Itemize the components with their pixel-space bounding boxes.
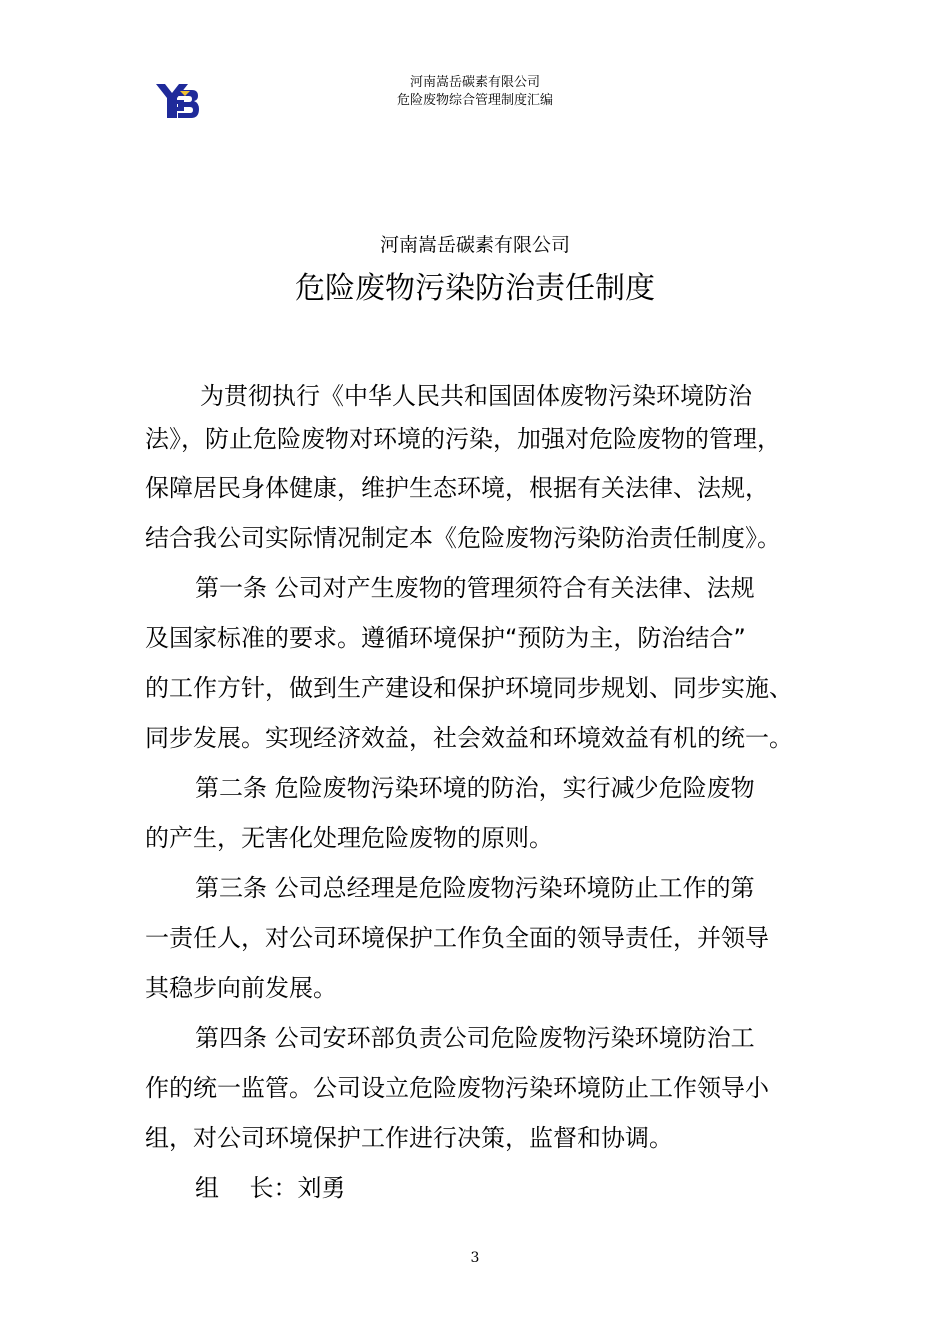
body-line: 的工作方针，做到生产建设和保护环境同步规划、同步实施、 [145,674,793,702]
document-company: 河南嵩岳碳素有限公司 [379,234,570,256]
company-logo-icon [156,84,200,120]
body-line: 其稳步向前发展。 [145,974,337,1002]
document-title: 危险废物污染防治责任制度 [295,271,655,306]
header-company: 河南嵩岳碳素有限公司 [409,75,540,90]
body-line: 一责任人，对公司环境保护工作负全面的领导责任，并领导 [145,924,769,952]
body-line: 为贯彻执行《中华人民共和国固体废物污染环境防治 [200,382,752,410]
header-collection-title: 危险废物综合管理制度汇编 [396,93,553,108]
body-line: 法》，防止危险废物对环境的污染，加强对危险废物的管理， [145,425,781,453]
body-line: 第四条 公司安环部负责公司危险废物污染环境防治工 [195,1024,755,1052]
body-line: 及国家标准的要求。遵循环境保护“预防为主，防治结合” [145,624,746,652]
body-line: 同步发展。实现经济效益，社会效益和环境效益有机的统一。 [145,724,793,752]
body-line: 第三条 公司总经理是危险废物污染环境防止工作的第 [195,874,755,902]
body-line: 的产生，无害化处理危险废物的原则。 [145,824,553,852]
body-line: 第一条 公司对产生废物的管理须符合有关法律、法规 [195,574,755,602]
body-line: 第二条 危险废物污染环境的防治，实行减少危险废物 [195,774,755,802]
body-line: 结合我公司实际情况制定本《危险废物污染防治责任制度》。 [145,524,781,552]
body-line: 作的统一监管。公司设立危险废物污染环境防止工作领导小 [145,1074,769,1102]
page-number: 3 [470,1250,480,1266]
body-line: 组 长：刘勇 [195,1174,346,1202]
body-line: 组，对公司环境保护工作进行决策，监督和协调。 [145,1124,673,1152]
body-line: 保障居民身体健康，维护生态环境，根据有关法律、法规， [145,474,769,502]
